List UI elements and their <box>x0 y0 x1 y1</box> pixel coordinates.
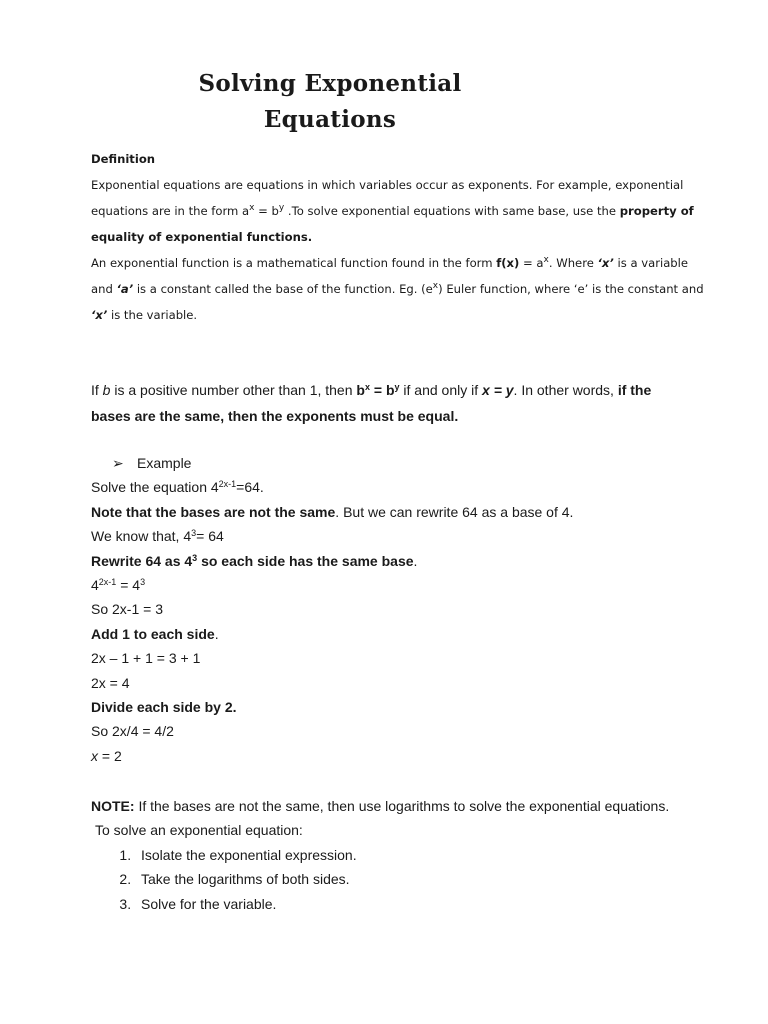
note-section <box>91 794 711 916</box>
example-label: Example <box>137 455 192 471</box>
bold-text: Divide each side by 2. <box>91 699 237 716</box>
text: and <box>91 282 117 296</box>
text: . <box>214 625 219 642</box>
superscript: x <box>364 382 370 392</box>
superscript: 2x-1 <box>98 577 117 588</box>
definition-line-3 <box>91 224 691 250</box>
rule-section <box>91 377 691 429</box>
text: . <box>413 552 418 569</box>
rule-line-2 <box>91 403 691 429</box>
steps-list <box>91 843 711 916</box>
bold-text: if the <box>617 382 652 398</box>
text: is a constant called the base of the function. Eg. (e <box>133 282 433 296</box>
superscript: 3 <box>192 552 198 563</box>
variable-text: ‘x’ <box>597 256 614 270</box>
superscript: 3 <box>140 577 146 588</box>
definition-line-4 <box>91 250 691 276</box>
text: 4 <box>91 577 99 594</box>
superscript: 2x-1 <box>218 479 237 490</box>
bold-text: equality of exponential functions. <box>91 230 313 244</box>
example-bullet <box>91 451 691 475</box>
example-line: 2x – 1 + 1 = 3 + 1 <box>91 650 201 667</box>
example-line: 2x = 4 <box>91 674 130 691</box>
bold-text: bases are the same, then the exponents must be equal. <box>91 408 459 424</box>
title-line-1: Solving Exponential <box>198 70 462 97</box>
text: If <box>91 382 103 398</box>
superscript: 3 <box>191 528 197 539</box>
variable-text: ‘a’ <box>116 282 134 296</box>
text: .To solve exponential equations with same base, use the <box>284 204 620 218</box>
bold-text: f(x) <box>496 256 520 270</box>
list-item: 2. Take the logarithms of both sides. <box>135 867 711 891</box>
text: if and only if <box>399 382 483 398</box>
variable-text: x <box>91 747 98 764</box>
note-intro: To solve an exponential equation: <box>95 822 303 839</box>
definition-section <box>91 146 704 328</box>
text: = a <box>519 256 544 270</box>
bold-text: b <box>356 382 365 398</box>
example-line: So 2x/4 = 4/2 <box>91 723 174 740</box>
example-line <box>91 500 691 524</box>
example-section <box>91 451 691 768</box>
text: =64. <box>236 479 264 496</box>
title-line-2: Equations <box>263 106 397 133</box>
superscript: y <box>278 203 285 213</box>
list-item: 3. Solve for the variable. <box>135 892 711 916</box>
example-line <box>91 573 691 597</box>
text: = 64 <box>196 528 224 545</box>
text: Exponential equations are equations in which variables occur as exponents. For example, exponential <box>91 178 684 192</box>
text: . In other words, <box>513 382 618 398</box>
page-title <box>0 66 660 138</box>
text: We know that, 4 <box>91 528 192 545</box>
variable-text: ‘x’ <box>91 308 108 322</box>
list-item: 1. Isolate the exponential expression. <box>135 843 711 867</box>
example-line <box>91 549 691 573</box>
arrow-bullet-icon: ➢ <box>112 455 124 471</box>
text: Solve the equation 4 <box>91 479 219 496</box>
bold-text: = b <box>369 382 395 398</box>
example-line: So 2x-1 = 3 <box>91 601 163 618</box>
definition-line-6 <box>91 302 691 328</box>
bold-text: Add 1 to each side <box>91 625 215 642</box>
text: is a variable <box>613 256 689 270</box>
superscript: x <box>249 203 255 213</box>
text: = 2 <box>98 747 122 764</box>
text: equations are in the form a <box>91 204 250 218</box>
example-line <box>91 475 691 499</box>
bold-text: so each side has the same base <box>197 552 414 569</box>
variable-text: b <box>102 382 111 398</box>
example-line <box>91 695 691 719</box>
definition-heading: Definition <box>91 152 156 166</box>
text: If the bases are not the same, then use logarithms to solve the exponential equations. <box>134 798 670 814</box>
note-label: NOTE: <box>91 798 135 814</box>
bold-text: Note that the bases are not the same <box>91 503 336 520</box>
bold-text: Rewrite 64 as 4 <box>91 552 193 569</box>
example-line <box>91 744 691 768</box>
rule-line-1 <box>91 377 691 403</box>
superscript: x <box>543 255 549 265</box>
example-line <box>91 524 691 548</box>
text: is a positive number other than 1, then <box>110 382 357 398</box>
note-line <box>91 794 711 818</box>
example-line <box>91 622 691 646</box>
definition-line-1 <box>91 172 691 198</box>
definition-line-2 <box>91 198 694 224</box>
definition-line-5 <box>91 276 704 302</box>
text: ) Euler function, where ‘e’ is the constant and <box>438 282 704 296</box>
superscript: x <box>432 281 439 291</box>
bold-text: property of <box>619 204 694 218</box>
text: . Where <box>548 256 598 270</box>
text: An exponential function is a mathematical function found in the form <box>91 256 497 270</box>
text: is the variable. <box>107 308 198 322</box>
text: = b <box>254 204 279 218</box>
variable-text: x = y <box>482 382 514 398</box>
text: . But we can rewrite 64 as a base of 4. <box>335 503 574 520</box>
superscript: y <box>394 382 400 392</box>
text: = 4 <box>116 577 141 594</box>
